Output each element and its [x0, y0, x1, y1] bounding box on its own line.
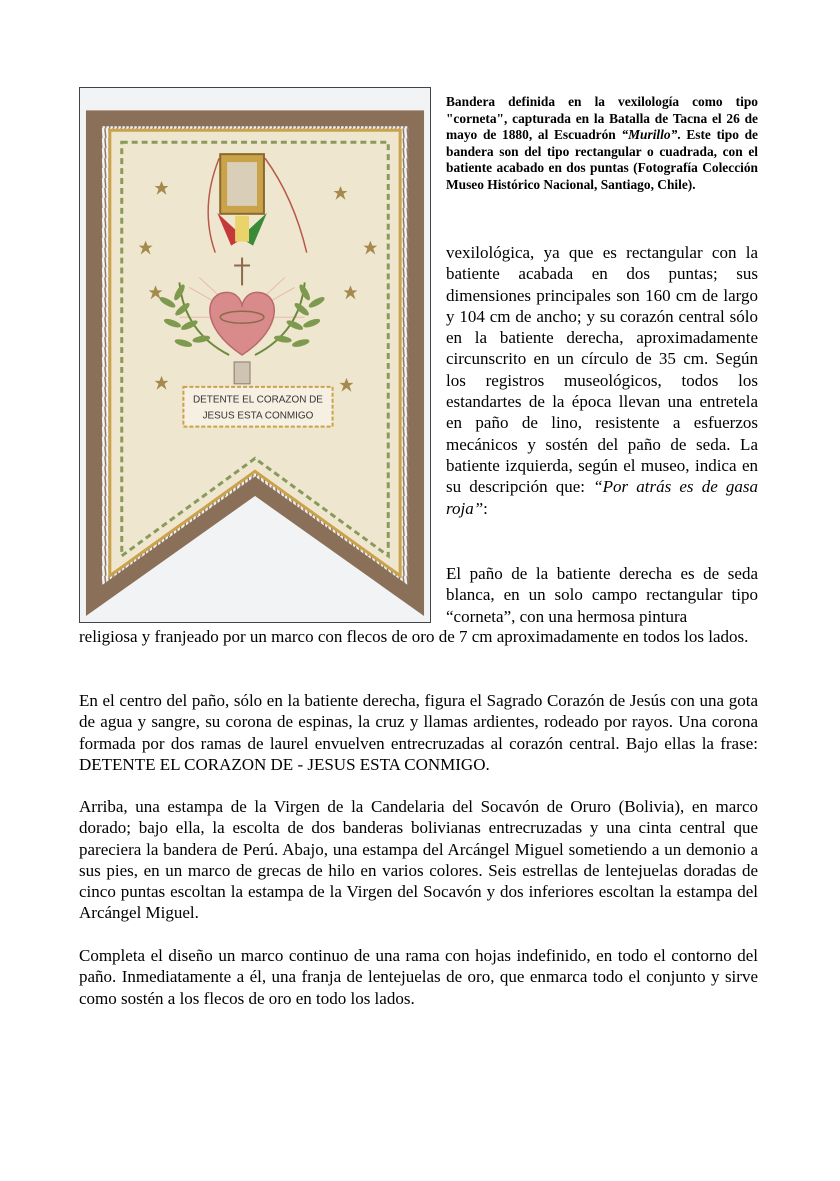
virgin-image [227, 162, 257, 206]
caption-text-end: . Este tipo de bandera son del tipo rectangular o cuadrada, con el batiente acabado en dos puntas (Fotografía Colección Museo Histórico Nacional, Santiago, Chile). [446, 127, 758, 192]
caption-italic: “Murillo” [621, 127, 678, 143]
banner-illustration [80, 88, 430, 622]
paragraph-2-full: religiosa y franjeado por un marco con flecos de oro de 7 cm aproximadamente en todos los lados. [79, 627, 749, 646]
paragraph-1 [446, 242, 758, 519]
paragraph-1-quote: “Por atrás es de gasa roja” [446, 477, 758, 518]
paragraph-4: Arriba, una estampa de la Virgen de la Candelaria del Socavón de Oruro (Bolivia), en marco dorado; bajo ella, la escolta de dos banderas bolivianas entrecruzadas y una cinta central que pareciera la bandera de Perú. Abajo, una estampa del Arcángel Miguel sometiendo a un demonio a sus pies, en un marco de grecas de hilo en varios colores. Seis estrellas de lentejuelas doradas de cinco puntas escoltan la estampa de la Virgen del Socavón y dos inferiores escoltan la estampa del Arcángel Miguel. [79, 797, 758, 923]
figure-caption [446, 94, 758, 194]
caption-text: Bandera definida en la vexilología como tipo "corneta", capturada en la Batalla de Tacna el 26 de mayo de 1880, al Escuadrón [446, 94, 758, 143]
motto-line-2: JESUS ESTA CONMIGO [202, 410, 314, 422]
paragraph-5: Completa el diseño un marco continuo de una rama con hojas indefinido, en todo el contorno del paño. Inmediatamente a él, una franja de lentejuelas de oro, que enmarca todo el conjunto y sirve como sostén a los flecos de oro en todo los lados. [79, 946, 758, 1008]
motto-line-1: DETENTE EL CORAZON DE [193, 394, 323, 406]
paragraph-2-side: El paño de la batiente derecha es de seda blanca, en un solo campo rectangular tipo “corneta”, con una hermosa pintura [446, 564, 758, 626]
banner-photo [79, 87, 431, 623]
paragraph-3: En el centro del paño, sólo en la batiente derecha, figura el Sagrado Corazón de Jesús con una gota de agua y sangre, su corona de espinas, la cruz y llamas ardientes, rodeado por rayos. Una corona formada por dos ramas de laurel envuelven entrecruzadas al corazón central. Bajo ellas la frase: DETENTE EL CORAZON DE - JESUS ESTA CONMIGO. [79, 691, 758, 774]
paragraph-1-end: : [483, 498, 488, 518]
paragraph-1-text: vexilológica, ya que es rectangular con la batiente acabada en dos puntas; sus dimensiones principales son 160 cm de largo y 104 cm de ancho; y su corazón central sólo en la batiente derecha, aproximadamente circunscrito en un círculo de 35 cm. Según los registros museológicos, todos los estandartes de la época llevan una entretela en paño de lino, resistente a esfuerzos mecánicos y sostén del paño de seda. La batiente izquierda, según el museo, indica en su descripción que: [446, 243, 758, 497]
archangel-image [234, 362, 250, 384]
